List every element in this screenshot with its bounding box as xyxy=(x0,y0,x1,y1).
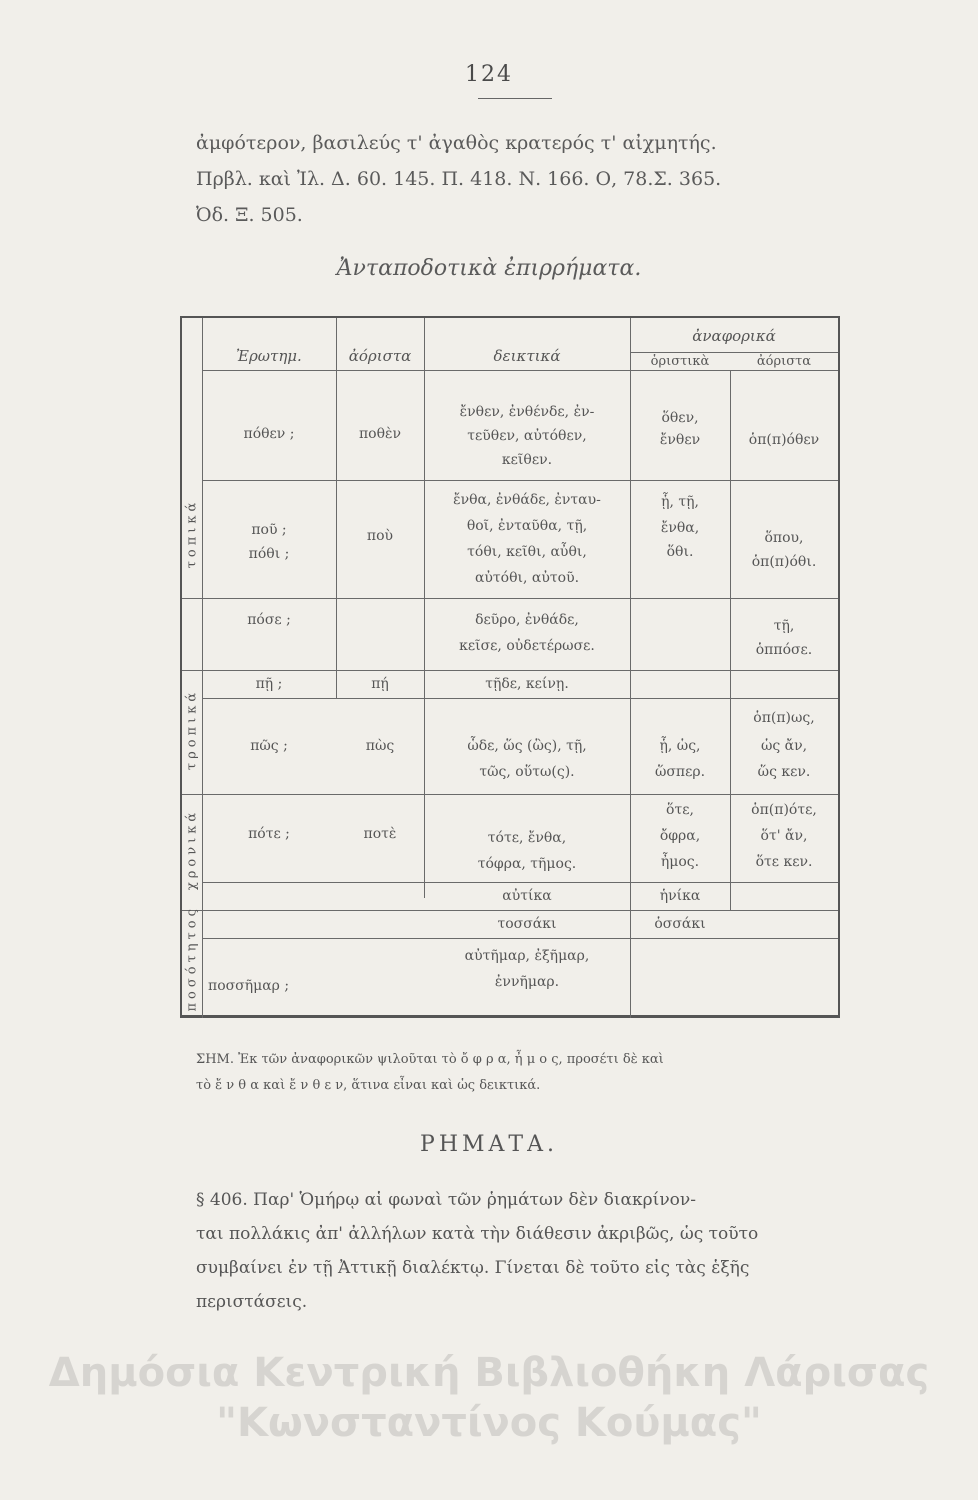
row1-relative-indef: ὁπ(π)όθεν xyxy=(748,432,820,448)
row-rule-8 xyxy=(202,938,838,939)
paragraph-line-3: συμβαίνει ἐν τῇ Ἀττικῇ διαλέκτῳ. Γίνεται δὲ τοῦτο εἰς τὰς ἑξῆς xyxy=(196,1258,750,1278)
column-rule-1 xyxy=(336,318,337,698)
paragraph-line-4: περιστάσεις. xyxy=(196,1292,308,1312)
row5-interrogative: πῶς ; xyxy=(250,738,288,754)
row1-demonstrative-2: τεῦθεν, αὐτόθεν, xyxy=(467,428,587,444)
row5-relative-indef-3: ὥς κεν. xyxy=(757,764,811,780)
row1-interrogative: πόθεν ; xyxy=(243,426,295,442)
page-number-rule xyxy=(478,98,552,99)
row6-interrogative: πότε ; xyxy=(248,826,290,842)
row9-demonstrative-1: αὐτῆμαρ, ἐξῆμαρ, xyxy=(464,948,590,964)
row8-relative-def: ὁσσάκι xyxy=(654,916,706,932)
row-rule-1 xyxy=(202,480,838,481)
row6-relative-indef-1: ὁπ(π)ότε, xyxy=(751,802,817,818)
section2-title: ΡΗΜΑΤΑ. xyxy=(420,1132,558,1157)
note-line-2: τὸ ἔ ν θ α καὶ ἔ ν θ ε ν, ἅτινα εἶναι καὶ ὡς δεικτικά. xyxy=(196,1078,541,1093)
row-rule-5 xyxy=(182,794,838,795)
header-indefinite: ἀόριστα xyxy=(348,347,412,365)
row6-indefinite: ποτὲ xyxy=(363,826,397,842)
row3-demonstrative-1: δεῦρο, ἐνθάδε, xyxy=(475,612,579,628)
row-rule-7 xyxy=(182,910,838,911)
paragraph-line-1: § 406. Παρ' Ὁμήρῳ αἱ φωναὶ τῶν ῥημάτων δὲν διακρίνον- xyxy=(196,1190,696,1210)
quote-line-3: Ὀδ. Ξ. 505. xyxy=(196,204,303,226)
row2-demonstrative-2: θοῖ, ἐνταῦθα, τῇ, xyxy=(466,518,588,534)
adverb-table xyxy=(180,316,840,1018)
row6-demonstrative-2: τόφρα, τῆμος. xyxy=(477,856,577,872)
row1-demonstrative-1: ἔνθεν, ἐνθένδε, ἐν- xyxy=(459,404,595,420)
quote-line-2: Πρβλ. καὶ Ἰλ. Δ. 60. 145. Π. 418. Ν. 166. Ο, 78.Σ. 365. xyxy=(196,168,722,190)
row3-interrogative: πόσε ; xyxy=(247,612,291,628)
row2-interrogative-1: ποῦ ; xyxy=(251,522,287,538)
watermark-line-2: "Κωνσταντίνος Κούμας" xyxy=(216,1400,762,1446)
row3-demonstrative-2: κεῖσε, οὐδετέρωσε. xyxy=(459,638,595,654)
side-label-place: τοπικά xyxy=(184,498,200,569)
side-label-time: χρονικά xyxy=(184,808,200,891)
watermark-line-1: Δημόσια Κεντρική Βιβλιοθήκη Λάρισας xyxy=(48,1350,930,1396)
side-label-quantity: ποσότητος xyxy=(184,905,200,1012)
row3-relative-indef-2: ὁππόσε. xyxy=(755,642,813,658)
row5-indefinite: πὼς xyxy=(365,738,395,754)
row5-relative-indef-2: ὡς ἄν, xyxy=(760,738,808,754)
row5-relative-indef-1: ὁπ(π)ως, xyxy=(753,710,815,726)
row4-interrogative: πῇ ; xyxy=(255,676,283,692)
row3-relative-indef-1: τῇ, xyxy=(773,618,795,634)
row6-demonstrative-1: τότε, ἔνθα, xyxy=(487,830,567,846)
row6-relative-indef-2: ὅτ' ἄν, xyxy=(760,828,808,844)
row7-demonstrative: αὐτίκα xyxy=(502,888,552,904)
row1-relative-def-1: ὅθεν, xyxy=(661,410,699,426)
paragraph-line-2: ται πολλάκις ἀπ' ἀλλήλων κατὰ τὴν διάθεσιν ἀκριβῶς, ὡς τοῦτο xyxy=(196,1224,759,1244)
row2-relative-def-2: ἔνθα, xyxy=(660,520,700,536)
row6-relative-indef-3: ὅτε κεν. xyxy=(755,854,813,870)
row-rule-3 xyxy=(182,670,838,671)
row2-relative-def-3: ὅθι. xyxy=(666,544,694,560)
row-rule-2 xyxy=(182,598,838,599)
row5-relative-def-1: ᾗ, ὡς, xyxy=(659,738,701,754)
row9-interrogative: ποσσῆμαρ ; xyxy=(208,978,290,994)
row2-relative-def-1: ᾗ, τῇ, xyxy=(661,494,699,510)
row-rule-4 xyxy=(202,698,838,699)
quote-line-1: ἀμφότερον, βασιλεύς τ' ἀγαθὸς κρατερός τ' αἰχμητής. xyxy=(196,132,717,154)
row6-relative-def-1: ὅτε, xyxy=(666,802,694,818)
row2-relative-indef-1: ὅπου, xyxy=(764,530,804,546)
header-relative-definite: ὁριστικὰ xyxy=(650,354,710,369)
row1-demonstrative-3: κεῖθεν. xyxy=(501,452,553,468)
header-demonstrative: δεικτικά xyxy=(493,347,561,365)
side-label-manner: τροπικά xyxy=(184,688,200,771)
row-rule-6 xyxy=(202,882,838,883)
row5-relative-def-2: ὥσπερ. xyxy=(654,764,706,780)
row1-relative-def-2: ἔνθεν xyxy=(659,432,701,448)
section-title: Ἀνταποδοτικὰ ἐπιρρήματα. xyxy=(336,256,642,281)
header-relative: ἀναφορικά xyxy=(692,327,776,345)
row5-demonstrative-1: ὧδε, ὥς (ὣς), τῇ, xyxy=(467,738,587,754)
row2-demonstrative-1: ἔνθα, ἐνθάδε, ἐνταυ- xyxy=(453,492,601,508)
header-relative-indefinite: ἀόριστα xyxy=(756,354,812,369)
row4-demonstrative: τῇδε, κείνῃ. xyxy=(485,676,569,692)
row4-indefinite: πῄ xyxy=(371,676,389,692)
row1-indefinite: ποθὲν xyxy=(358,426,402,442)
row2-indefinite: ποὺ xyxy=(366,528,394,544)
row7-relative-def: ἡνίκα xyxy=(659,888,701,904)
page-number: 124 xyxy=(465,62,513,87)
row2-demonstrative-3: τόθι, κεῖθι, αὖθι, xyxy=(467,544,587,560)
row6-relative-def-3: ἦμος. xyxy=(660,854,700,870)
note-line-1: ΣΗΜ. Ἐκ τῶν ἀναφορικῶν ψιλοῦται τὸ ὄ φ ρ α, ἦ μ ο ς, προσέτι δὲ καὶ xyxy=(196,1052,664,1067)
row2-interrogative-2: πόθι ; xyxy=(248,546,290,562)
row6-relative-def-2: ὄφρα, xyxy=(659,828,701,844)
header-interrogative: Ἐρωτημ. xyxy=(236,347,302,365)
row2-relative-indef-2: ὁπ(π)όθι. xyxy=(751,554,817,570)
row5-demonstrative-2: τῶς, οὕτω(ς). xyxy=(479,764,575,780)
row8-demonstrative: τοσσάκι xyxy=(497,916,557,932)
row2-demonstrative-4: αὐτόθι, αὐτοῦ. xyxy=(474,570,580,586)
row9-demonstrative-2: ἐννῆμαρ. xyxy=(494,974,560,990)
